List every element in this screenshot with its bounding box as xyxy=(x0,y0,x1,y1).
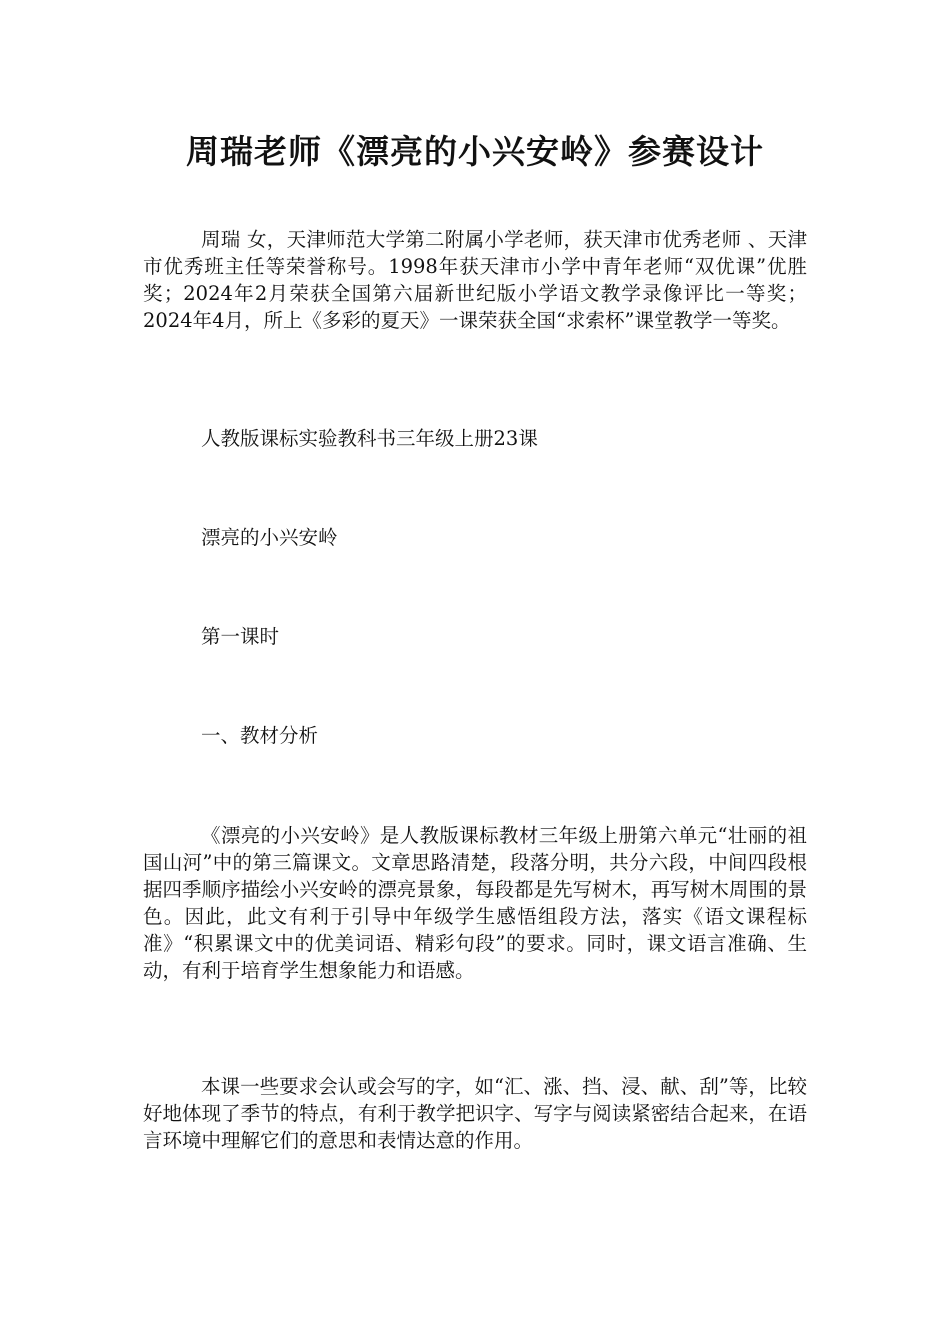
textbook-line: 人教版课标实验教科书三年级上册23课 xyxy=(201,427,538,450)
lesson-title-line: 漂亮的小兴安岭 xyxy=(201,526,338,549)
period-line: 第一课时 xyxy=(201,625,280,648)
document-title: 周瑞老师《漂亮的小兴安岭》参赛设计 xyxy=(186,132,764,171)
author-intro-paragraph: 周瑞 女，天津师范大学第二附属小学老师，获天津市优秀老师 、天津市优秀班主任等荣誉称号。1998年获天津市小学中青年老师“双优课”优胜奖；2024年2月荣获全国第六届新世纪版小学语文教学录像评比一等奖；2024年4月，所上《多彩的夏天》一课荣获全国“求索杯”课堂教学一等奖。 xyxy=(143,228,807,332)
section-heading: 一、教材分析 xyxy=(201,724,319,747)
analysis-paragraph-2: 本课一些要求会认或会写的字，如“汇、涨、挡、浸、献、刮”等，比较好地体现了季节的特点，有利于教学把识字、写字与阅读紧密结合起来，在语言环境中理解它们的意思和表情达意的作用。 xyxy=(143,1075,807,1152)
analysis-paragraph-1: 《漂亮的小兴安岭》是人教版课标教材三年级上册第六单元“壮丽的祖国山河”中的第三篇课文。文章思路清楚，段落分明，共分六段，中间四段根据四季顺序描绘小兴安岭的漂亮景象，每段都是先写树木，再写树木周围的景色。因此，此文有利于引导中年级学生感悟组段方法，落实《语文课程标准》“积累课文中的优美词语、精彩句段”的要求。同时，课文语言准确、生动，有利于培育学生想象能力和语感。 xyxy=(143,824,807,982)
